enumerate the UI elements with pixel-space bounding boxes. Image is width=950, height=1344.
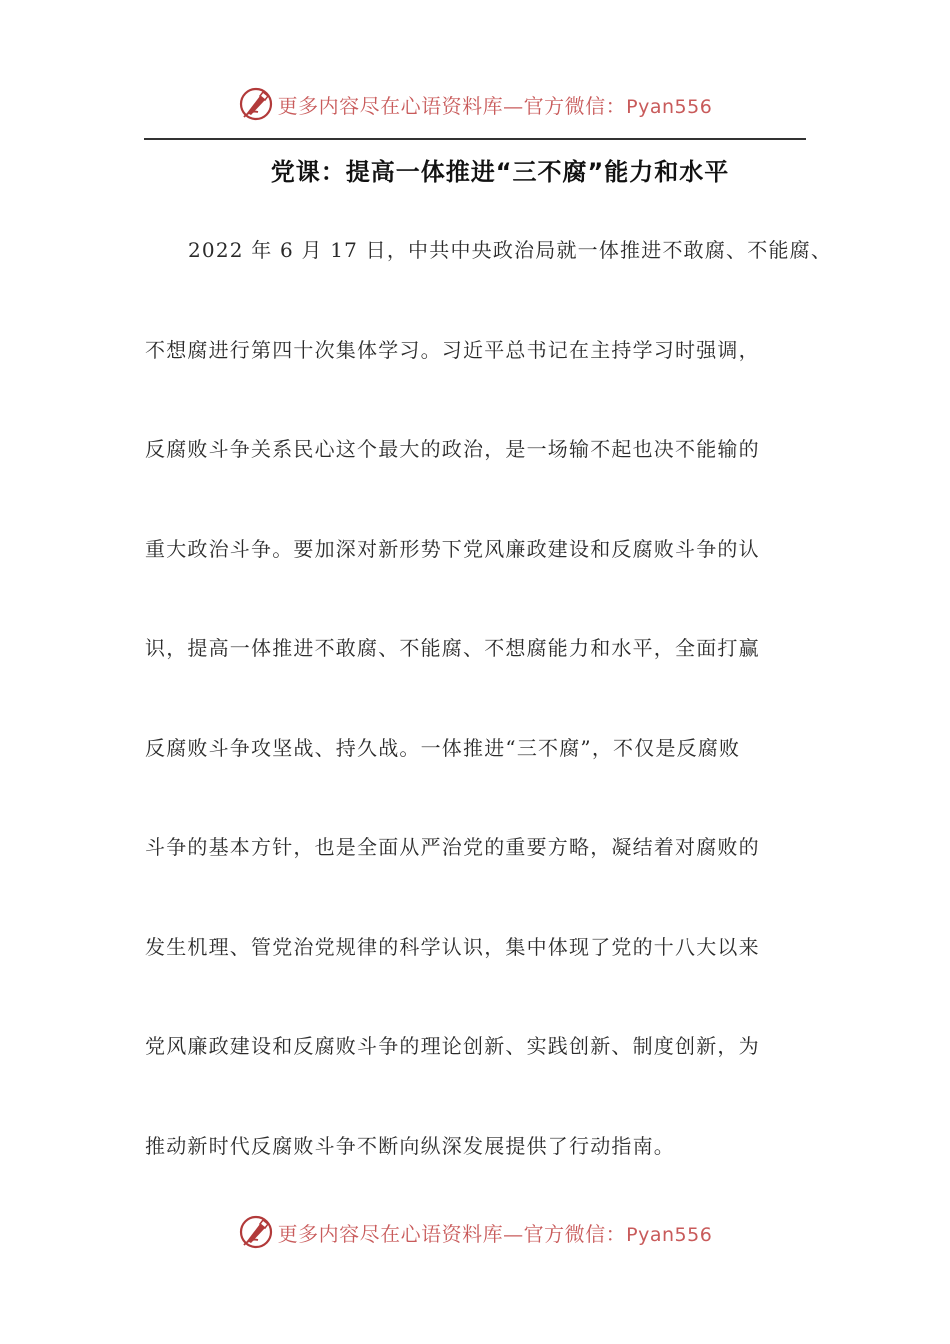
wechat-id: Pyan556 <box>626 95 713 118</box>
body-line: 发生机理、管党治党规律的科学认识，集中体现了党的十八大以来 <box>145 934 760 959</box>
document-title: 党课：提高一体推进“三不腐”能力和水平 <box>270 158 730 186</box>
wechat-id: Pyan556 <box>626 1223 713 1246</box>
body-line: 不想腐进行第四十次集体学习。习近平总书记在主持学习时强调， <box>145 337 760 362</box>
banner-label <box>278 90 713 119</box>
banner-text: 更多内容尽在心语资料库—官方微信： <box>277 93 627 118</box>
body-line: 党风廉政建设和反腐败斗争的理论创新、实践创新、制度创新，为 <box>145 1034 760 1058</box>
body-line: 2022 年 6 月 17 日，中共中央政治局就一体推进不敢腐、不能腐、 <box>188 238 833 262</box>
pen-nib-logo-icon <box>238 1214 274 1250</box>
header-divider <box>144 138 806 140</box>
body-line: 反腐败斗争关系民心这个最大的政治，是一场输不起也决不能输的 <box>145 437 760 461</box>
banner-label <box>278 1218 713 1247</box>
document-body <box>145 230 845 1225</box>
footer-banner <box>0 1212 950 1252</box>
banner-text: 更多内容尽在心语资料库—官方微信： <box>277 1221 627 1246</box>
body-line: 重大政治斗争。要加深对新形势下党风廉政建设和反腐败斗争的认 <box>145 536 760 561</box>
body-line: 反腐败斗争攻坚战、持久战。一体推进“三不腐”，不仅是反腐败 <box>145 735 741 760</box>
pen-nib-logo-icon <box>238 86 274 122</box>
body-line: 推动新时代反腐败斗争不断向纵深发展提供了行动指南。 <box>145 1133 675 1158</box>
body-line: 斗争的基本方针，也是全面从严治党的重要方略，凝结着对腐败的 <box>145 835 760 859</box>
header-banner <box>0 84 950 124</box>
body-line: 识，提高一体推进不敢腐、不能腐、不想腐能力和水平，全面打赢 <box>145 636 760 660</box>
